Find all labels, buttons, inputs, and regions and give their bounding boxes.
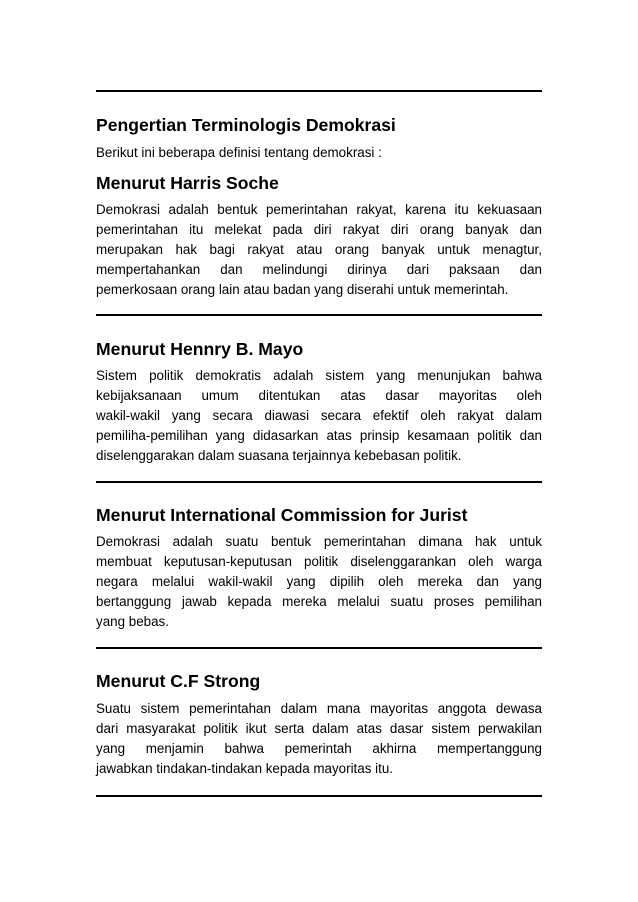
section-body-hennry-mayo [96, 366, 542, 466]
divider-3 [96, 647, 542, 649]
page-title: Pengertian Terminologis Demokrasi [96, 115, 396, 135]
paragraph-line: yang menjamin bahwa pemerintah akhirna mempertanggung [96, 741, 542, 757]
paragraph-line: jawabkan tindakan-tindakan kepada mayoritas itu. [96, 761, 394, 777]
paragraph-line: merupakan hak bagi rakyat atau orang banyak untuk menagtur, [96, 242, 542, 258]
paragraph-line: kebijaksanaan umum ditentukan atas dasar mayoritas oleh [96, 388, 542, 404]
paragraph-line: bertanggung jawab kepada mereka melalui suatu proses pemilihan [96, 594, 542, 610]
section-heading-harris-soche: Menurut Harris Soche [96, 173, 279, 193]
divider-1 [96, 314, 542, 316]
paragraph-line: membuat keputusan-keputusan politik diselenggarankan oleh warga [96, 554, 542, 570]
divider-top [96, 90, 542, 92]
paragraph-line: negara melalui wakil-wakil yang dipilih oleh mereka dan yang [96, 574, 542, 590]
section-body-harris-soche [96, 200, 542, 300]
section-body-international-commission [96, 532, 542, 632]
divider-2 [96, 481, 542, 483]
section-heading-hennry-mayo: Menurut Hennry B. Mayo [96, 339, 304, 359]
paragraph-line: Demokrasi adalah bentuk pemerintahan rakyat, karena itu kekuasaan [96, 202, 542, 217]
paragraph-line: wakil-wakil yang secara diawasi secara efektif oleh rakyat dalam [96, 408, 542, 424]
paragraph-line: Sistem politik demokratis adalah sistem yang menunjukan bahwa [96, 368, 542, 383]
section-heading-international-commission: Menurut International Commission for Jurist [96, 505, 468, 525]
divider-bottom [96, 795, 542, 797]
intro-text: Berikut ini beberapa definisi tentang demokrasi : [96, 145, 382, 160]
paragraph-line: Demokrasi adalah suatu bentuk pemerintahan dimana hak untuk [96, 534, 542, 549]
paragraph-line: diselenggarakan dalam suasana terjainnya kebebasan politik. [96, 448, 462, 464]
paragraph-line: dari masyarakat politik ikut serta dalam atas dasar sistem perwakilan [96, 721, 542, 737]
paragraph-line: mempertahankan dan melindungi dirinya dari paksaan dan [96, 262, 542, 278]
paragraph-line: pemerkosaan orang lain atau badan yang diserahi untuk memerintah. [96, 282, 509, 298]
paragraph-line: pemiliha-pemilihan yang didasarkan atas prinsip kesamaan politik dan [96, 428, 542, 444]
section-body-cf-strong [96, 699, 542, 779]
paragraph-line: pemerintahan itu melekat pada diri rakyat diri orang banyak dan [96, 222, 542, 238]
section-heading-cf-strong: Menurut C.F Strong [96, 671, 261, 691]
paragraph-line: Suatu sistem pemerintahan dalam mana mayoritas anggota dewasa [96, 701, 542, 716]
paragraph-line: yang bebas. [96, 614, 169, 630]
